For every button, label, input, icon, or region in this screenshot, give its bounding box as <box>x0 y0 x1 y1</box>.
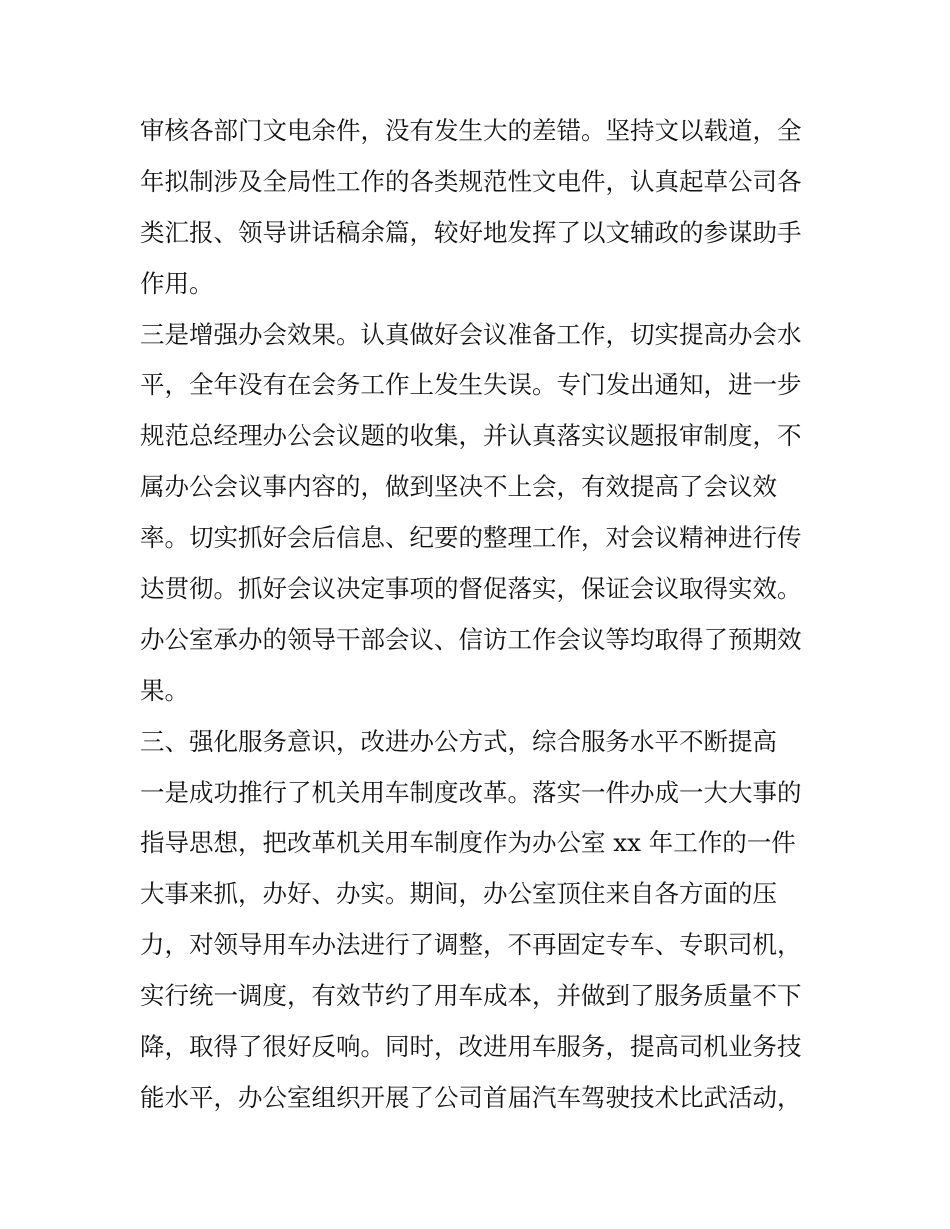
body-text <box>140 106 820 1124</box>
text-line: 指导思想，把改革机关用车制度作为办公室 xx 年工作的一件 <box>140 828 796 858</box>
text-line: 年拟制涉及全局性工作的各类规范性文电件，认真起草公司各 <box>140 166 802 196</box>
text-line: 规范总经理办公会议题的收集，并认真落实议题报审制度，不 <box>140 421 802 451</box>
text-line: 属办公会议事内容的，做到坚决不上会，有效提高了会议效 <box>140 472 777 502</box>
text-line: 办公室承办的领导干部会议、信访工作会议等均取得了预期效 <box>140 624 802 654</box>
text-line: 作用。 <box>140 268 214 298</box>
section-heading: 三、强化服务意识，改进办公方式，综合服务水平不断提高 <box>140 726 777 756</box>
text-line: 实行统一调度，有效节约了用车成本，并做到了服务质量不下 <box>140 981 802 1011</box>
text-line: 力，对领导用车办法进行了调整，不再固定专车、专职司机， <box>140 930 802 960</box>
text-line: 果。 <box>140 675 189 705</box>
text-line: 大事来抓，办好、办实。期间，办公室顶住来自各方面的压 <box>140 879 777 909</box>
text-line: 能水平，办公室组织开展了公司首届汽车驾驶技术比武活动， <box>140 1082 802 1112</box>
text-line: 达贯彻。抓好会议决定事项的督促落实，保证会议取得实效。 <box>140 574 802 604</box>
text-line: 平，全年没有在会务工作上发生失误。专门发出通知，进一步 <box>140 370 802 400</box>
text-line: 三是增强办会效果。认真做好会议准备工作，切实提高办会水 <box>140 319 802 349</box>
text-line: 一是成功推行了机关用车制度改革。落实一件办成一大大事的 <box>140 777 802 807</box>
text-line: 类汇报、领导讲话稿余篇，较好地发挥了以文辅政的参谋助手 <box>140 217 802 247</box>
text-line: 率。切实抓好会后信息、纪要的整理工作，对会议精神进行传 <box>140 523 802 553</box>
text-line: 降，取得了很好反响。同时，改进用车服务，提高司机业务技 <box>140 1032 802 1062</box>
text-line: 审核各部门文电余件，没有发生大的差错。坚持文以载道，全 <box>140 116 802 145</box>
